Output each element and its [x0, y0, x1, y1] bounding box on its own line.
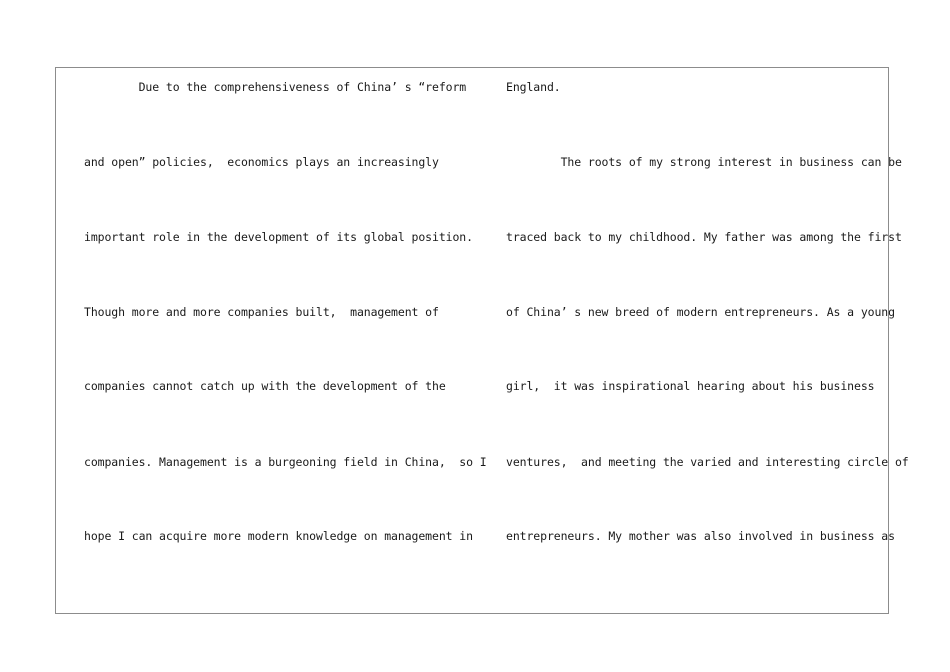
text-line: important role in the development of its global position.	[84, 230, 473, 244]
text-line: girl, it was inspirational hearing about his business	[506, 379, 875, 393]
text-line: companies cannot catch up with the development of the	[84, 379, 446, 393]
text-line: ventures, and meeting the varied and interesting circle of	[506, 455, 909, 469]
text-line: of China’ s new breed of modern entrepreneurs. As a young	[506, 305, 895, 319]
text-line: Due to the comprehensiveness of China’ s “reform	[84, 80, 467, 94]
text-line: Though more and more companies built, management of	[84, 305, 439, 319]
text-line: England.	[506, 80, 561, 94]
text-line: companies. Management is a burgeoning field in China, so I	[84, 455, 487, 469]
text-line: hope I can acquire more modern knowledge on management in	[84, 529, 473, 543]
text-line: The roots of my strong interest in business can be	[506, 155, 902, 169]
text-line: traced back to my childhood. My father was among the first	[506, 230, 902, 244]
text-line: entrepreneurs. My mother was also involved in business as	[506, 529, 895, 543]
text-line: and open” policies, economics plays an increasingly	[84, 155, 439, 169]
